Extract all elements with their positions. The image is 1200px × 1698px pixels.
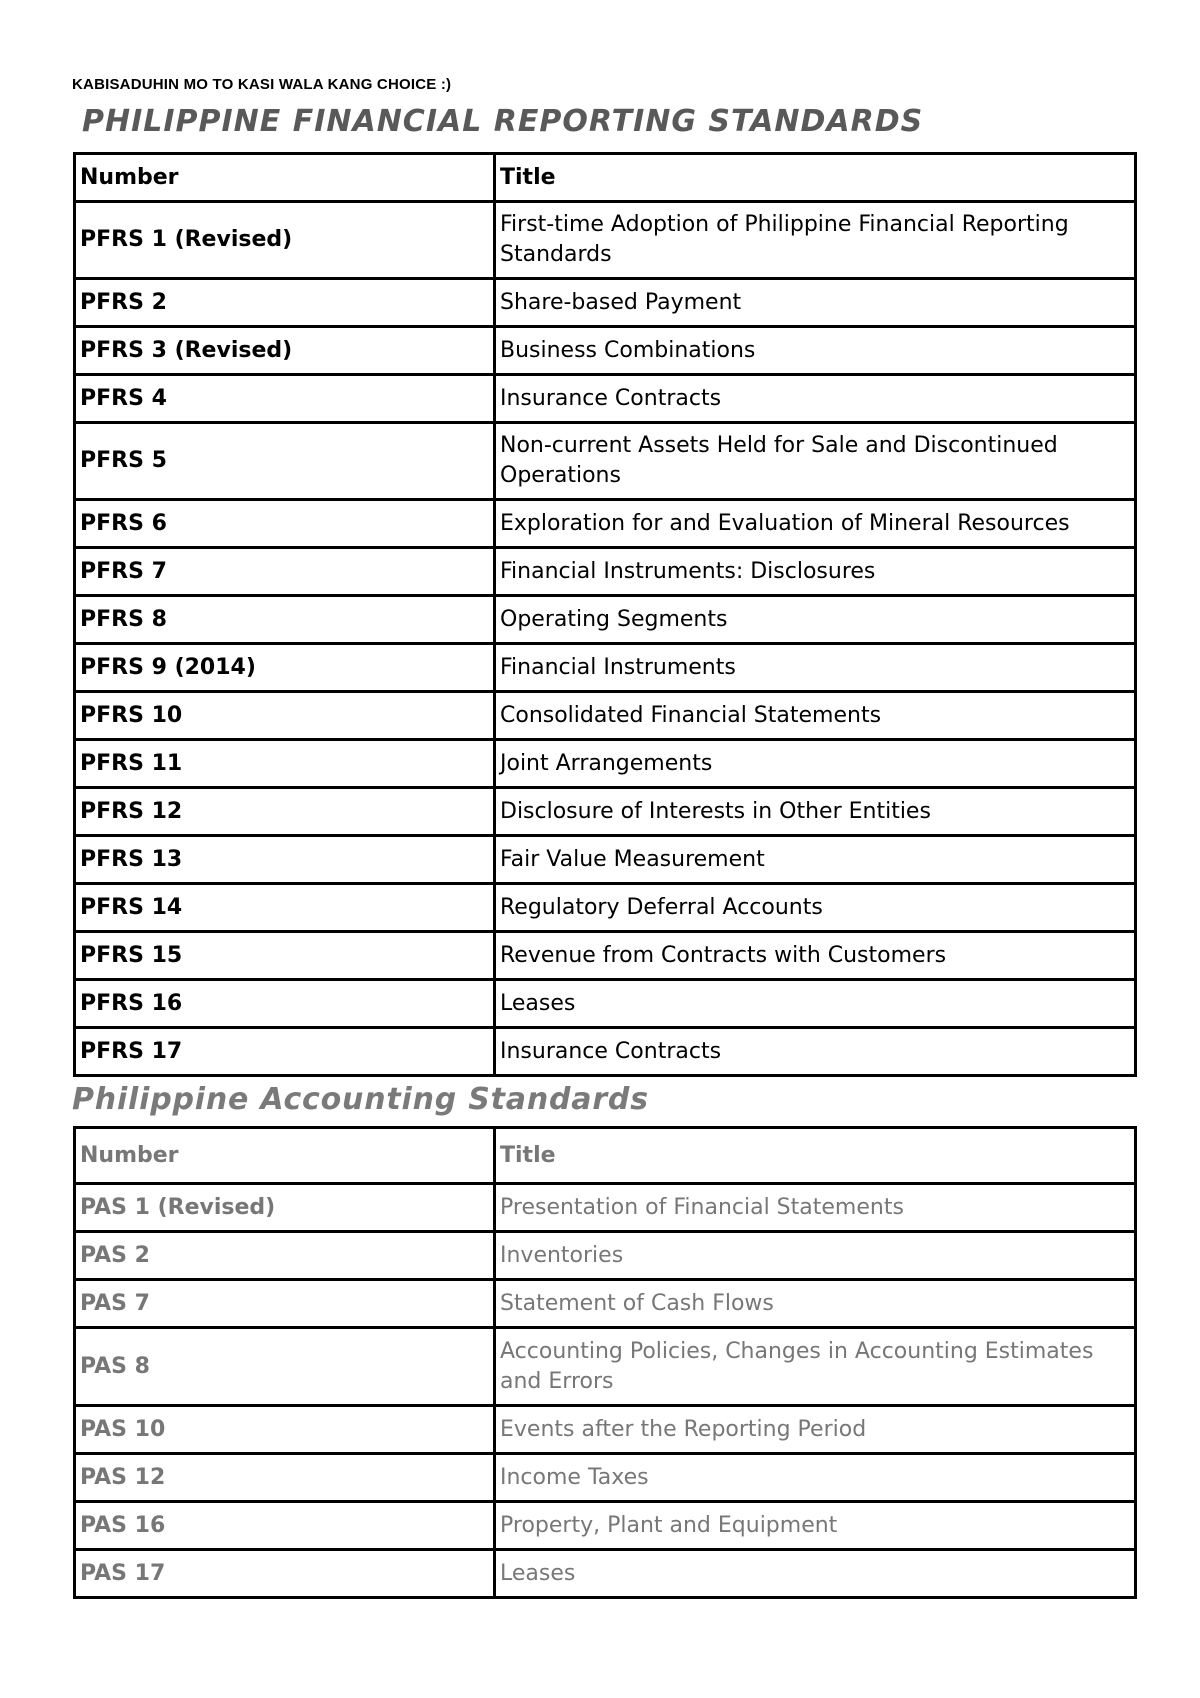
standard-number: PFRS 15 <box>75 932 495 980</box>
header-number: Number <box>75 1128 495 1184</box>
standard-title: Exploration for and Evaluation of Mineral Resources <box>495 500 1136 548</box>
header-title: Title <box>495 154 1136 202</box>
pas-heading: Philippine Accounting Standards <box>72 1082 649 1117</box>
standard-title: Income Taxes <box>495 1454 1136 1502</box>
standard-number: PAS 12 <box>75 1454 495 1502</box>
table-row <box>75 740 1136 788</box>
table-row <box>75 1550 1136 1598</box>
standard-title: Disclosure of Interests in Other Entities <box>495 788 1136 836</box>
table-row <box>75 884 1136 932</box>
standard-number: PFRS 16 <box>75 980 495 1028</box>
standard-title: Leases <box>495 980 1136 1028</box>
table-row <box>75 1502 1136 1550</box>
standard-title: Business Combinations <box>495 327 1136 375</box>
table-row <box>75 1454 1136 1502</box>
standard-title: Regulatory Deferral Accounts <box>495 884 1136 932</box>
standard-number: PFRS 6 <box>75 500 495 548</box>
standard-title: Leases <box>495 1550 1136 1598</box>
standard-title: Statement of Cash Flows <box>495 1280 1136 1328</box>
standard-number: PAS 1 (Revised) <box>75 1184 495 1232</box>
table-header-row <box>75 1128 1136 1184</box>
table-row <box>75 548 1136 596</box>
standard-number: PFRS 5 <box>75 423 495 500</box>
header-title: Title <box>495 1128 1136 1184</box>
table-row <box>75 1232 1136 1280</box>
table-row <box>75 932 1136 980</box>
table-row <box>75 423 1136 500</box>
table-row <box>75 500 1136 548</box>
standard-number: PAS 16 <box>75 1502 495 1550</box>
table-row <box>75 1028 1136 1076</box>
table-row <box>75 644 1136 692</box>
standard-title: Non-current Assets Held for Sale and Discontinued Operations <box>495 423 1136 500</box>
table-row <box>75 327 1136 375</box>
table-row <box>75 202 1136 279</box>
standard-title: Consolidated Financial Statements <box>495 692 1136 740</box>
standard-title: First-time Adoption of Philippine Financial Reporting Standards <box>495 202 1136 279</box>
pas-table <box>73 1126 1137 1599</box>
pfrs-heading: PHILIPPINE FINANCIAL REPORTING STANDARDS <box>82 104 924 139</box>
table-row <box>75 692 1136 740</box>
table-row <box>75 836 1136 884</box>
standard-number: PFRS 12 <box>75 788 495 836</box>
table-row <box>75 1406 1136 1454</box>
table-header-row <box>75 154 1136 202</box>
standard-number: PFRS 11 <box>75 740 495 788</box>
standard-number: PAS 2 <box>75 1232 495 1280</box>
table-row <box>75 279 1136 327</box>
page-note: KABISADUHIN MO TO KASI WALA KANG CHOICE :) <box>72 76 452 93</box>
table-row <box>75 596 1136 644</box>
standard-title: Operating Segments <box>495 596 1136 644</box>
standard-number: PAS 10 <box>75 1406 495 1454</box>
standard-number: PFRS 10 <box>75 692 495 740</box>
standard-number: PAS 7 <box>75 1280 495 1328</box>
standard-title: Fair Value Measurement <box>495 836 1136 884</box>
standard-title: Inventories <box>495 1232 1136 1280</box>
standard-title: Insurance Contracts <box>495 1028 1136 1076</box>
standard-number: PFRS 9 (2014) <box>75 644 495 692</box>
standard-number: PFRS 3 (Revised) <box>75 327 495 375</box>
standard-number: PAS 17 <box>75 1550 495 1598</box>
standard-title: Joint Arrangements <box>495 740 1136 788</box>
table-row <box>75 980 1136 1028</box>
standard-title: Insurance Contracts <box>495 375 1136 423</box>
table-row <box>75 375 1136 423</box>
standard-title: Events after the Reporting Period <box>495 1406 1136 1454</box>
standard-title: Presentation of Financial Statements <box>495 1184 1136 1232</box>
standard-title: Revenue from Contracts with Customers <box>495 932 1136 980</box>
standard-title: Property, Plant and Equipment <box>495 1502 1136 1550</box>
standard-title: Financial Instruments: Disclosures <box>495 548 1136 596</box>
standard-number: PFRS 14 <box>75 884 495 932</box>
pfrs-table <box>73 152 1137 1077</box>
standard-number: PFRS 8 <box>75 596 495 644</box>
table-row <box>75 1280 1136 1328</box>
standard-number: PFRS 13 <box>75 836 495 884</box>
table-row <box>75 788 1136 836</box>
table-row <box>75 1184 1136 1232</box>
table-row <box>75 1328 1136 1406</box>
header-number: Number <box>75 154 495 202</box>
standard-number: PAS 8 <box>75 1328 495 1406</box>
standard-number: PFRS 2 <box>75 279 495 327</box>
standard-title: Financial Instruments <box>495 644 1136 692</box>
standard-number: PFRS 7 <box>75 548 495 596</box>
standard-number: PFRS 17 <box>75 1028 495 1076</box>
standard-number: PFRS 1 (Revised) <box>75 202 495 279</box>
standard-title: Accounting Policies, Changes in Accounting Estimates and Errors <box>495 1328 1136 1406</box>
standard-number: PFRS 4 <box>75 375 495 423</box>
standard-title: Share-based Payment <box>495 279 1136 327</box>
